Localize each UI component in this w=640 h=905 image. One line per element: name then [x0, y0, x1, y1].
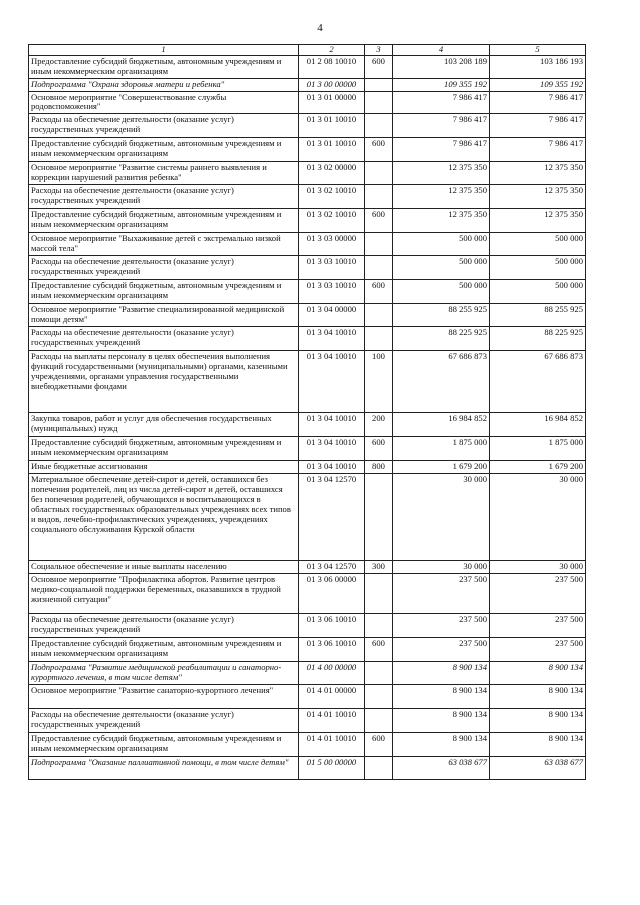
table-row [29, 162, 586, 185]
row-amount-2: 16 984 852 [490, 413, 586, 437]
row-code: 01 3 03 10010 [299, 280, 365, 304]
row-amount-1: 12 375 350 [393, 162, 490, 185]
row-code: 01 3 04 10010 [299, 413, 365, 437]
row-name: Основное мероприятие "Развитие системы раннего выявления и коррекции нарушений развития ребенка" [29, 162, 299, 185]
row-code: 01 3 04 10010 [299, 351, 365, 413]
row-amount-1: 16 984 852 [393, 413, 490, 437]
row-code: 01 3 01 00000 [299, 91, 365, 114]
row-amount-2: 237 500 [490, 574, 586, 614]
row-name: Предоставление субсидий бюджетным, автономным учреждениям и иным некоммерческим организациям [29, 138, 299, 162]
row-amount-2: 500 000 [490, 233, 586, 256]
row-amount-2: 30 000 [490, 474, 586, 561]
row-amount-1: 88 225 925 [393, 327, 490, 351]
row-amount-1: 8 900 134 [393, 709, 490, 733]
header-cell-1: 1 [29, 45, 299, 56]
row-amount-2: 67 686 873 [490, 351, 586, 413]
table-row [29, 138, 586, 162]
row-expense-type: 600 [365, 733, 393, 757]
row-amount-2: 500 000 [490, 280, 586, 304]
row-code: 01 3 06 10010 [299, 638, 365, 662]
row-expense-type [365, 256, 393, 280]
table-row [29, 614, 586, 638]
row-code: 01 3 02 10010 [299, 209, 365, 233]
row-amount-2: 8 900 134 [490, 662, 586, 685]
row-code: 01 3 02 00000 [299, 162, 365, 185]
table-row [29, 185, 586, 209]
row-amount-1: 12 375 350 [393, 209, 490, 233]
row-name: Основное мероприятие "Развитие специализированной медицинской помощи детям" [29, 304, 299, 327]
row-amount-2: 500 000 [490, 256, 586, 280]
row-name: Расходы на обеспечение деятельности (оказание услуг) государственных учреждений [29, 614, 299, 638]
table-row [29, 351, 586, 413]
row-amount-1: 103 208 189 [393, 55, 490, 78]
row-code: 01 3 00 00000 [299, 78, 365, 91]
row-amount-1: 7 986 417 [393, 138, 490, 162]
row-code: 01 4 00 00000 [299, 662, 365, 685]
row-expense-type: 600 [365, 280, 393, 304]
row-name: Основное мероприятие "Совершенствование службы родовспоможения" [29, 91, 299, 114]
header-cell-2: 2 [299, 45, 365, 56]
row-amount-1: 1 875 000 [393, 437, 490, 461]
row-expense-type [365, 233, 393, 256]
table-row [29, 280, 586, 304]
table-row [29, 304, 586, 327]
row-amount-2: 7 986 417 [490, 91, 586, 114]
table-row [29, 114, 586, 138]
row-code: 01 3 04 12570 [299, 474, 365, 561]
row-amount-2: 88 255 925 [490, 304, 586, 327]
row-code: 01 3 02 10010 [299, 185, 365, 209]
row-code: 01 3 04 12570 [299, 561, 365, 574]
row-name: Предоставление субсидий бюджетным, автономным учреждениям и иным некоммерческим организациям [29, 280, 299, 304]
row-name: Предоставление субсидий бюджетным, автономным учреждениям и иным некоммерческим организациям [29, 638, 299, 662]
row-name: Расходы на обеспечение деятельности (оказание услуг) государственных учреждений [29, 709, 299, 733]
row-code: 01 4 01 10010 [299, 709, 365, 733]
row-code: 01 2 08 10010 [299, 55, 365, 78]
row-name: Подпрограмма "Оказание паллиативной помощи, в том числе детям" [29, 757, 299, 780]
row-amount-2: 109 355 192 [490, 78, 586, 91]
row-amount-1: 237 500 [393, 614, 490, 638]
row-amount-1: 12 375 350 [393, 185, 490, 209]
row-name: Предоставление субсидий бюджетным, автономным учреждениям и иным некоммерческим организациям [29, 733, 299, 757]
row-expense-type: 600 [365, 209, 393, 233]
row-code: 01 3 04 00000 [299, 304, 365, 327]
row-amount-1: 30 000 [393, 561, 490, 574]
row-expense-type: 100 [365, 351, 393, 413]
table-row [29, 561, 586, 574]
row-expense-type: 600 [365, 55, 393, 78]
row-name: Предоставление субсидий бюджетным, автономным учреждениям и иным некоммерческим организациям [29, 209, 299, 233]
row-amount-1: 237 500 [393, 638, 490, 662]
row-amount-1: 7 986 417 [393, 91, 490, 114]
row-amount-1: 500 000 [393, 233, 490, 256]
row-amount-2: 237 500 [490, 614, 586, 638]
table-row [29, 91, 586, 114]
row-amount-1: 237 500 [393, 574, 490, 614]
row-amount-2: 1 875 000 [490, 437, 586, 461]
row-amount-2: 12 375 350 [490, 209, 586, 233]
row-name: Расходы на обеспечение деятельности (оказание услуг) государственных учреждений [29, 327, 299, 351]
row-amount-2: 8 900 134 [490, 709, 586, 733]
row-amount-2: 1 679 200 [490, 461, 586, 474]
table-row [29, 327, 586, 351]
row-amount-1: 7 986 417 [393, 114, 490, 138]
table-row [29, 209, 586, 233]
table-row [29, 685, 586, 709]
row-code: 01 3 04 10010 [299, 437, 365, 461]
row-code: 01 3 01 10010 [299, 114, 365, 138]
row-expense-type: 300 [365, 561, 393, 574]
row-name: Подпрограмма "Охрана здоровья матери и ребенка" [29, 78, 299, 91]
row-amount-1: 500 000 [393, 256, 490, 280]
row-expense-type [365, 78, 393, 91]
table-row [29, 574, 586, 614]
row-expense-type: 600 [365, 138, 393, 162]
row-code: 01 4 01 10010 [299, 733, 365, 757]
row-amount-2: 8 900 134 [490, 685, 586, 709]
row-amount-2: 12 375 350 [490, 162, 586, 185]
row-amount-1: 8 900 134 [393, 685, 490, 709]
row-name: Основное мероприятие "Выхаживание детей с экстремально низкой массой тела" [29, 233, 299, 256]
table-row [29, 733, 586, 757]
table-row [29, 461, 586, 474]
row-amount-2: 7 986 417 [490, 138, 586, 162]
table-row [29, 413, 586, 437]
header-cell-3: 3 [365, 45, 393, 56]
table-row [29, 757, 586, 780]
row-amount-2: 103 186 193 [490, 55, 586, 78]
row-expense-type: 600 [365, 638, 393, 662]
row-name: Основное мероприятие "Профилактика абортов. Развитие центров медико-социальной поддержки беременных, оказавшихся в трудной жизненной ситуации" [29, 574, 299, 614]
row-expense-type [365, 114, 393, 138]
row-name: Подпрограмма "Развитие медицинской реабилитации и санаторно-курортного лечения, в том числе детям" [29, 662, 299, 685]
row-name: Иные бюджетные ассигнования [29, 461, 299, 474]
row-name: Основное мероприятие "Развитие санаторно-курортного лечения" [29, 685, 299, 709]
row-amount-1: 8 900 134 [393, 733, 490, 757]
row-name: Расходы на выплаты персоналу в целях обеспечения выполнения функций государственными (муниципальными) органами, казенными учреждениями, органами управления государственными внебюджетными фондами [29, 351, 299, 413]
header-cell-5: 5 [490, 45, 586, 56]
row-name: Расходы на обеспечение деятельности (оказание услуг) государственных учреждений [29, 185, 299, 209]
row-expense-type: 600 [365, 437, 393, 461]
row-amount-1: 8 900 134 [393, 662, 490, 685]
row-amount-1: 1 679 200 [393, 461, 490, 474]
row-expense-type [365, 304, 393, 327]
row-amount-1: 109 355 192 [393, 78, 490, 91]
row-expense-type [365, 757, 393, 780]
row-amount-1: 30 000 [393, 474, 490, 561]
table-row [29, 709, 586, 733]
row-amount-2: 63 038 677 [490, 757, 586, 780]
row-expense-type [365, 327, 393, 351]
row-amount-1: 88 255 925 [393, 304, 490, 327]
row-name: Расходы на обеспечение деятельности (оказание услуг) государственных учреждений [29, 114, 299, 138]
row-name: Материальное обеспечение детей-сирот и детей, оставшихся без попечения родителей, лиц из числа детей-сирот и детей, оставшихся без попечения родителей, обучающихся и воспитывающихся в областных государственных образовательных учреждениях всех типов и видов, лечебно-профилактических учреждениях, учреждениях социального обслуживания Курской области [29, 474, 299, 561]
table-row [29, 638, 586, 662]
row-code: 01 3 03 00000 [299, 233, 365, 256]
row-amount-2: 12 375 350 [490, 185, 586, 209]
table-row [29, 662, 586, 685]
row-amount-2: 30 000 [490, 561, 586, 574]
page-number: 4 [317, 22, 323, 34]
row-code: 01 3 04 10010 [299, 327, 365, 351]
row-amount-2: 7 986 417 [490, 114, 586, 138]
header-row [29, 45, 586, 56]
row-amount-2: 8 900 134 [490, 733, 586, 757]
row-expense-type [365, 709, 393, 733]
row-name: Расходы на обеспечение деятельности (оказание услуг) государственных учреждений [29, 256, 299, 280]
row-expense-type: 800 [365, 461, 393, 474]
row-code: 01 5 00 00000 [299, 757, 365, 780]
row-code: 01 3 06 10010 [299, 614, 365, 638]
row-code: 01 3 03 10010 [299, 256, 365, 280]
row-name: Предоставление субсидий бюджетным, автономным учреждениям и иным некоммерческим организациям [29, 55, 299, 78]
row-expense-type [365, 574, 393, 614]
row-name: Предоставление субсидий бюджетным, автономным учреждениям и иным некоммерческим организациям [29, 437, 299, 461]
table-row [29, 78, 586, 91]
row-amount-1: 500 000 [393, 280, 490, 304]
table-row [29, 233, 586, 256]
row-name: Социальное обеспечение и иные выплаты населению [29, 561, 299, 574]
row-code: 01 3 01 10010 [299, 138, 365, 162]
table-row [29, 256, 586, 280]
row-expense-type [365, 185, 393, 209]
header-cell-4: 4 [393, 45, 490, 56]
row-expense-type: 200 [365, 413, 393, 437]
row-name: Закупка товаров, работ и услуг для обеспечения государственных (муниципальных) нужд [29, 413, 299, 437]
row-amount-1: 63 038 677 [393, 757, 490, 780]
budget-table [28, 44, 586, 780]
row-expense-type [365, 662, 393, 685]
row-expense-type [365, 474, 393, 561]
row-code: 01 4 01 00000 [299, 685, 365, 709]
row-expense-type [365, 614, 393, 638]
row-expense-type [365, 685, 393, 709]
table-row [29, 474, 586, 561]
row-code: 01 3 06 00000 [299, 574, 365, 614]
row-expense-type [365, 162, 393, 185]
row-amount-1: 67 686 873 [393, 351, 490, 413]
row-expense-type [365, 91, 393, 114]
row-amount-2: 88 225 925 [490, 327, 586, 351]
table-row [29, 55, 586, 78]
row-code: 01 3 04 10010 [299, 461, 365, 474]
table-row [29, 437, 586, 461]
row-amount-2: 237 500 [490, 638, 586, 662]
